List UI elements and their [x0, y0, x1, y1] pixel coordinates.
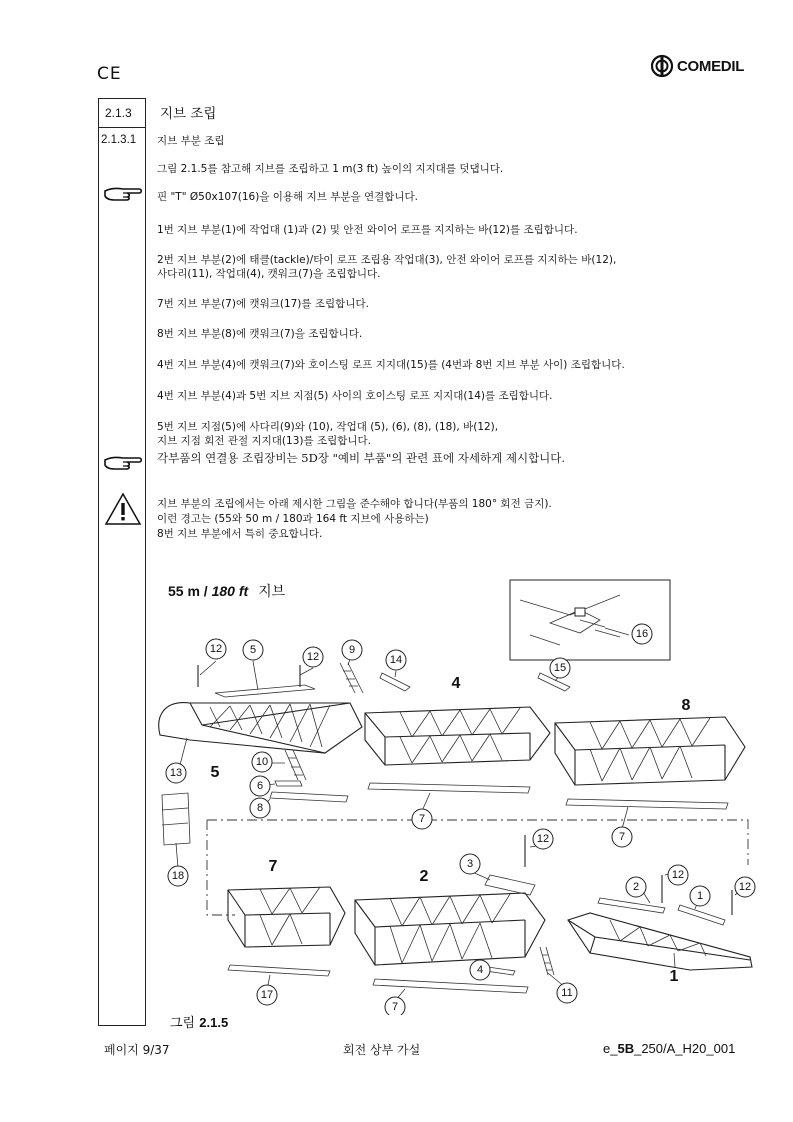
tackle-platform-part — [485, 875, 535, 895]
warning-triangle-icon — [104, 492, 142, 526]
instruction-text: 5번 지브 지점(5)에 사다리(9)와 (10), 작업대 (5), (6), (8), (18), 바(12), — [157, 421, 499, 433]
ladder-part — [540, 947, 554, 975]
instruction-text: 핀 "T" Ø50x107(16)을 이용해 지브 부분을 연결합니다. — [157, 191, 419, 203]
svg-text:18: 18 — [171, 870, 185, 882]
pointing-hand-icon — [103, 454, 143, 472]
jib-assembly-drawing — [150, 575, 770, 1015]
section-label-8: 8 — [681, 697, 691, 714]
section-label-5: 5 — [210, 764, 220, 781]
bar-part — [198, 665, 300, 687]
callout-6 — [250, 776, 270, 796]
svg-text:8: 8 — [256, 802, 264, 814]
section-label-7: 7 — [268, 858, 278, 875]
svg-text:16: 16 — [635, 628, 649, 640]
svg-text:5: 5 — [249, 644, 257, 656]
svg-text:17: 17 — [260, 989, 274, 1001]
platform-part — [598, 898, 665, 913]
company-logo — [651, 52, 751, 80]
instruction-text: 사다리(11), 작업대(4), 캣워크(7)을 조립합니다. — [157, 268, 381, 280]
pin-detail-inset — [510, 580, 670, 660]
svg-text:1: 1 — [696, 890, 704, 902]
section-label-1: 1 — [669, 968, 679, 985]
svg-text:7: 7 — [391, 1001, 399, 1013]
subsection-title: 지브 부분 조립 — [157, 135, 225, 147]
platform-part — [678, 905, 725, 925]
svg-text:12: 12 — [536, 833, 550, 845]
warning-text: 이런 경고는 (55와 50 m / 180과 164 ft 지브에 사용하는) — [157, 513, 429, 525]
margin-column — [98, 98, 146, 1026]
svg-text:12: 12 — [671, 869, 685, 881]
callout-14 — [386, 650, 406, 670]
warning-text: 8번 지브 부분에서 특히 중요합니다. — [157, 528, 323, 540]
figure-title-imperial: 180 ft — [211, 583, 249, 599]
callout-9 — [342, 640, 362, 660]
ce-mark: CE — [97, 64, 122, 84]
instruction-text: 2번 지브 부분(2)에 태클(tackle)/타이 로프 조립용 작업대(3), 안전 와이어 로프를 지지하는 바(12), — [157, 254, 617, 266]
page-number: 페이지 9/37 — [104, 1043, 170, 1057]
svg-text:10: 10 — [255, 756, 269, 768]
document-code-bold: 5B — [617, 1041, 635, 1056]
ladder-part — [285, 750, 306, 780]
callout-15 — [550, 658, 570, 678]
svg-text:9: 9 — [348, 644, 356, 656]
callout-7 — [612, 827, 632, 847]
jib-section-2 — [355, 893, 545, 965]
jib-section-4 — [365, 707, 550, 765]
pointing-hand-icon — [103, 185, 143, 203]
callout-12 — [735, 877, 755, 897]
figure-caption-prefix: 그림 — [170, 1016, 196, 1031]
section-number: 2.1.3 — [105, 106, 132, 120]
catwalk-part — [566, 799, 728, 809]
footer-title: 회전 상부 가설 — [343, 1043, 421, 1057]
callout-12 — [303, 647, 323, 667]
instruction-text: 7번 지브 부분(7)에 캣워크(17)를 조립합니다. — [157, 298, 369, 310]
callout-4 — [470, 960, 490, 980]
svg-text:2: 2 — [632, 881, 640, 893]
svg-text:3: 3 — [466, 858, 474, 870]
callout-3 — [460, 854, 480, 874]
platform-part — [275, 781, 302, 786]
callout-10 — [252, 752, 272, 772]
callout-2 — [626, 877, 646, 897]
brand-name: COMEDIL — [677, 57, 745, 75]
catwalk-part — [368, 783, 530, 793]
instruction-text: 8번 지브 부분(8)에 캣워크(7)을 조립합니다. — [157, 328, 363, 340]
figure-caption-number: 2.1.5 — [199, 1015, 229, 1030]
ladder-part — [340, 663, 363, 693]
instruction-text: 그림 2.1.5를 참고해 지브를 조립하고 1 m(3 ft) 높이의 지지대를 덧댑니다. — [157, 163, 504, 175]
catwalk-part-17 — [228, 965, 330, 976]
document-code-suffix: _250/A_H20_001 — [634, 1041, 736, 1056]
section-title: 지브 조립 — [160, 106, 217, 122]
svg-text:4: 4 — [476, 964, 484, 976]
callout-13 — [166, 763, 186, 783]
note-text: 각부품의 연결용 조립장비는 5D장 "예비 부품"의 관련 표에 자세하게 제시합니다. — [157, 451, 566, 465]
svg-text:12: 12 — [209, 643, 223, 655]
instruction-text: 4번 지브 부분(4)에 캣워크(7)와 호이스팅 로프 지지대(15)를 (4번과 8번 지브 부분 사이) 조립합니다. — [157, 359, 625, 371]
callout-7 — [385, 997, 405, 1015]
instruction-text: 4번 지브 부분(4)과 5번 지브 지점(5) 사이의 호이스팅 로프 지지대(14)를 조립합니다. — [157, 390, 553, 402]
figure-title-suffix: 지브 — [258, 583, 286, 599]
callout-18 — [168, 866, 188, 886]
svg-text:6: 6 — [256, 780, 264, 792]
figure-caption — [170, 1012, 228, 1031]
document-code-prefix: e_ — [603, 1041, 618, 1056]
platform-part — [270, 792, 348, 802]
callout-17 — [257, 985, 277, 1005]
callout-16 — [632, 624, 652, 644]
document-code — [603, 1041, 735, 1056]
svg-text:14: 14 — [389, 654, 403, 666]
comedil-logo-icon — [651, 54, 673, 78]
callout-5 — [243, 640, 263, 660]
callout-12 — [533, 829, 553, 849]
callout-12 — [668, 865, 688, 885]
svg-text:12: 12 — [738, 881, 752, 893]
instruction-text: 1번 지브 부분(1)에 작업대 (1)과 (2) 및 안전 와이어 로프를 지지하는 바(12)를 조립합니다. — [157, 224, 578, 236]
platform-part-18 — [162, 793, 190, 845]
jib-tip-section-5 — [159, 703, 362, 753]
callout-7 — [412, 809, 432, 829]
callout-11 — [557, 983, 577, 1003]
svg-text:7: 7 — [418, 813, 426, 825]
section-label-4: 4 — [451, 675, 461, 692]
catwalk-part — [373, 979, 528, 993]
svg-text:11: 11 — [561, 987, 573, 999]
callout-12 — [206, 639, 226, 659]
svg-text:7: 7 — [618, 831, 626, 843]
svg-text:12: 12 — [306, 651, 320, 663]
jib-section-7 — [228, 887, 345, 947]
svg-text:13: 13 — [169, 767, 183, 779]
subsection-number: 2.1.3.1 — [101, 134, 137, 146]
figure-title-metric: 55 m / — [168, 583, 208, 599]
warning-text: 지브 부분의 조립에서는 아래 제시한 그림을 준수해야 합니다(부품의 180° 회전 금지). — [157, 498, 552, 510]
callout-8 — [250, 798, 270, 818]
instruction-text: 지브 지점 회전 관절 지지대(13)를 조립합니다. — [157, 435, 372, 447]
section-label-2: 2 — [419, 868, 429, 885]
svg-text:15: 15 — [553, 662, 567, 674]
jib-section-8 — [555, 717, 745, 785]
callout-1 — [690, 886, 710, 906]
